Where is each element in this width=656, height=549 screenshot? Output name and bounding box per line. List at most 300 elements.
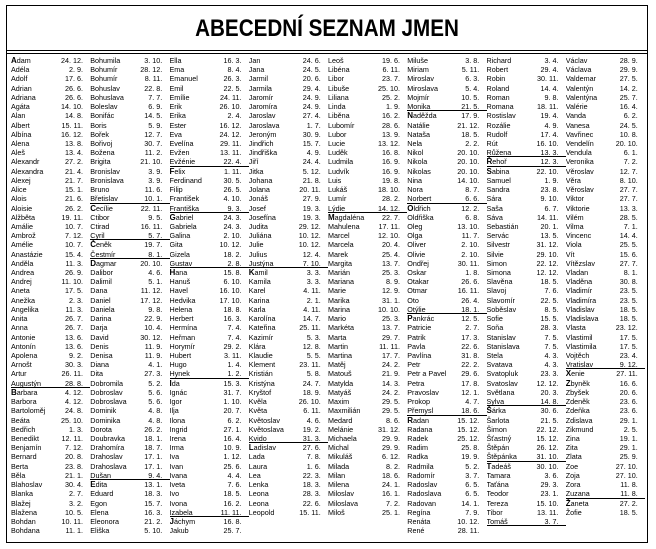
entry-name-rest: da (171, 378, 180, 388)
entry-name: Rostislav (486, 111, 516, 121)
entry-date: 20. 11. (299, 185, 321, 195)
entry-date: 1. 3. (69, 424, 83, 434)
name-entry (566, 65, 645, 74)
entry-name: Štěpánka (486, 452, 517, 461)
entry-name: Boleslav (90, 102, 118, 112)
entry-date: 21. 4. (65, 166, 83, 176)
name-column-7 (487, 56, 566, 540)
entry-name: Petr a Pavel (407, 369, 447, 379)
entry-date: 8. 1. (148, 249, 163, 259)
entry-date: 29. 9. (382, 443, 400, 453)
entry-name: Emílie (169, 92, 190, 102)
name-entry (407, 74, 486, 83)
entry-date: 2. 4. (227, 111, 242, 121)
entry-name: Zora (565, 480, 581, 490)
entry-name-rest: adislav (253, 443, 277, 453)
entry-date: 24. 2. (382, 387, 400, 397)
entry-date: 27. 9. (302, 194, 321, 204)
name-entry (328, 222, 407, 231)
entry-date: 5. 3. (306, 332, 321, 342)
entry-name (170, 167, 218, 176)
entry-date: 6. 8. (465, 212, 480, 222)
entry-date: 18. 1. (461, 304, 480, 314)
entry-name (11, 388, 59, 397)
name-entry (90, 443, 169, 452)
entry-date: 12. 9. (382, 286, 400, 296)
entry-date: 13. 5. (540, 231, 559, 241)
name-entry (170, 111, 249, 120)
name-entry (328, 56, 407, 65)
entry-date: 25. 5. (619, 240, 638, 250)
entry-date: 4. 12. (65, 387, 83, 397)
entry-date: 7. 1. (623, 221, 638, 231)
entry-date: 24. 2. (382, 360, 400, 370)
entry-date: 29. 4. (302, 83, 321, 93)
entry-date: 23. 8. (540, 185, 559, 195)
entry-date: 1. 8. (465, 268, 480, 278)
name-entry (487, 240, 566, 249)
entry-date: 16. 11. (457, 286, 480, 296)
name-entry (90, 111, 169, 120)
name-entry (170, 130, 249, 139)
entry-date: 7. 5. (544, 341, 559, 351)
entry-name: Pavlína (407, 351, 432, 360)
entry-name: Laura (248, 461, 268, 471)
name-entry (170, 434, 249, 443)
entry-name: Viola (565, 240, 582, 250)
entry-date: 4. 9. (544, 120, 559, 130)
entry-name: Mahulena (328, 221, 360, 231)
name-entry (487, 176, 566, 185)
entry-name (249, 268, 297, 277)
name-entry (407, 204, 486, 213)
entry-initial: P (407, 314, 413, 324)
entry-date: 26. 2. (65, 203, 83, 213)
entry-name: Zita (565, 443, 578, 453)
entry-name (90, 259, 138, 268)
entry-name: Martin (328, 341, 348, 351)
name-entry (487, 342, 566, 351)
entry-date: 10. 12. (457, 516, 480, 526)
entry-date: 25. 2. (382, 92, 400, 102)
entry-date: 23. 12. (615, 323, 638, 333)
entry-initial: Ž (565, 498, 571, 508)
name-entry (11, 121, 90, 130)
entry-name: Eleonora (90, 516, 120, 526)
name-entry (11, 213, 90, 222)
entry-date: 15. 4. (65, 249, 83, 259)
entry-name: Lýdie (328, 203, 346, 212)
entry-date: 27. 7. (619, 258, 638, 268)
entry-name: Erika (169, 111, 186, 121)
entry-date: 5. 9. (148, 120, 163, 130)
entry-date: 14. 8. (540, 397, 559, 407)
entry-name: Lubor (328, 129, 347, 139)
entry-name: Jindřiška (248, 148, 278, 158)
entry-name (90, 240, 138, 249)
name-entry (249, 333, 328, 342)
entry-date: 5. 2. (148, 378, 163, 388)
entry-date: 17. 5. (619, 341, 638, 351)
entry-name: Margita (328, 258, 352, 268)
entry-date: 6. 11. (303, 406, 321, 416)
entry-date: 11. 10. (61, 277, 83, 287)
entry-date: 15. 11. (299, 507, 321, 517)
entry-date: 12. 5. (461, 314, 480, 324)
entry-name: Zina (565, 433, 580, 443)
entry-date: 10. 7. (65, 221, 83, 231)
entry-name: Natálie (407, 120, 430, 130)
entry-date: 16. 9. (382, 166, 400, 176)
name-entry (90, 268, 169, 277)
entry-date: 12. 8. (302, 341, 321, 351)
entry-name: Marcel (328, 231, 350, 241)
entry-initial: A (11, 56, 17, 65)
name-entry (11, 406, 90, 415)
entry-name: Kazimír (248, 332, 274, 342)
entry-name: Kamila (248, 277, 271, 287)
name-entry (487, 369, 566, 378)
name-entry (487, 508, 566, 517)
name-column-1 (11, 56, 90, 540)
entry-initial: H (169, 268, 176, 278)
name-entry (407, 240, 486, 249)
entry-name: Anastázie (11, 249, 43, 259)
name-entry (407, 462, 486, 471)
entry-date: 1. 9. (386, 102, 400, 112)
name-entry (249, 489, 328, 498)
entry-date: 31. 10. (536, 452, 559, 462)
entry-name: Adrian (11, 83, 32, 93)
entry-name: Zdeňka (565, 406, 590, 416)
entry-date: 3. 7. (465, 470, 480, 480)
entry-name: Vendelín (565, 138, 594, 148)
entry-date: 29. 2. (223, 341, 242, 351)
entry-name: Slavoj (486, 286, 507, 296)
entry-name: Ambrož (11, 231, 36, 241)
name-entry (407, 397, 486, 406)
name-entry (249, 471, 328, 480)
name-entry (487, 388, 566, 397)
entry-name: Bohumír (90, 74, 118, 84)
name-entry (487, 296, 566, 305)
entry-date: 14. 1. (461, 498, 480, 508)
entry-name: Taťána (486, 480, 509, 490)
name-entry (328, 369, 407, 378)
entry-date: 9. 10. (540, 194, 559, 204)
entry-date: 16. 8. (382, 148, 400, 158)
entry-name: Nikolas (407, 166, 431, 176)
name-entry (90, 130, 169, 139)
entry-date: 20. 4. (382, 240, 400, 250)
entry-name: Evžen (169, 148, 190, 158)
entry-date: 25. 9. (619, 452, 638, 462)
entry-date: 17. 1. (144, 452, 163, 462)
entry-date: 30. 10. (536, 461, 559, 471)
entry-name: Galina (169, 231, 191, 241)
name-entry (328, 148, 407, 157)
entry-date: 6. 10. (223, 277, 242, 287)
entry-name: Helena (169, 304, 193, 314)
entry-date: 6. 9. (148, 102, 163, 112)
name-entry (566, 508, 645, 517)
entry-name: Valentýna (565, 92, 598, 102)
entry-date: 14. 5. (144, 111, 163, 121)
entry-name: Marika (328, 295, 350, 305)
name-entry (566, 452, 645, 461)
entry-name: Radovan (407, 498, 437, 508)
name-column-2 (90, 56, 169, 540)
entry-date: 27. 2. (65, 157, 83, 167)
name-entry (170, 452, 249, 461)
entry-name: Otakar (407, 277, 429, 287)
entry-name: Liliana (328, 92, 349, 102)
entry-initial: X (565, 369, 572, 379)
entry-name: Adriana (11, 92, 36, 102)
entry-date: 23. 5. (619, 295, 638, 305)
name-entry (11, 379, 90, 388)
entry-initial: Ř (486, 157, 493, 166)
name-entry (407, 443, 486, 452)
entry-name: Oldřiška (407, 212, 434, 222)
name-entry (11, 342, 90, 351)
name-entry (170, 526, 249, 535)
entry-date: 28. 12. (140, 65, 163, 75)
entry-date: 20. 6. (302, 74, 321, 84)
entry-name: Linda (328, 102, 346, 112)
entry-name: Břetislav (90, 194, 118, 203)
name-entry (90, 425, 169, 434)
entry-date: 30. 6. (540, 406, 559, 416)
name-entry (11, 102, 90, 111)
name-entry (407, 185, 486, 194)
entry-name: Ludvík (328, 166, 350, 176)
name-entry (249, 157, 328, 166)
entry-name: Miroslava (407, 83, 439, 93)
entry-date: 26. 6. (65, 92, 83, 102)
entry-date: 24. 12. (219, 129, 242, 139)
entry-initial: L (248, 443, 254, 453)
name-entry (11, 250, 90, 259)
entry-date: 4. 11. (303, 286, 321, 296)
entry-name: Daniel (90, 295, 111, 305)
entry-date: 27. 10. (615, 470, 638, 480)
entry-date: 23. 7. (382, 74, 400, 84)
entry-date: 25. 10. (61, 415, 83, 425)
entry-date: 4. 6. (148, 268, 163, 278)
entry-name (407, 314, 455, 323)
name-entry (90, 369, 169, 378)
entry-name: Hedvika (169, 295, 196, 305)
name-entry (487, 194, 566, 203)
name-entry (566, 204, 645, 213)
entry-name: Kvěla (248, 397, 267, 407)
entry-initial: G (169, 212, 176, 222)
name-entry (170, 369, 249, 378)
entry-name: Nikola (407, 157, 428, 167)
name-entry (90, 452, 169, 461)
entry-name: René (407, 526, 425, 536)
name-entry (566, 148, 645, 157)
name-entry (90, 56, 169, 65)
entry-date: 8. 9. (386, 277, 400, 287)
entry-date: 20. 1. (540, 221, 559, 231)
name-entry (566, 56, 645, 65)
name-entry (170, 176, 249, 185)
entry-date: 23. 6. (619, 397, 638, 407)
name-entry (11, 84, 90, 93)
entry-name: Jiří (248, 157, 259, 167)
entry-name: Bohuslava (90, 92, 124, 102)
entry-date: 29. 11. (220, 138, 242, 148)
entry-date: 3. 7. (544, 516, 559, 526)
entry-name: Blanka (11, 489, 33, 499)
entry-date: 11. 1. (65, 526, 83, 536)
entry-date: 22. 10. (536, 166, 559, 176)
entry-date: 9. 12. (619, 360, 638, 370)
entry-name: Otmar (407, 286, 428, 296)
entry-date: 19. 7. (144, 240, 163, 250)
entry-name: Maxim (328, 397, 350, 407)
name-entry (170, 480, 249, 489)
entry-date: 12. 3. (540, 157, 559, 167)
name-entry (170, 56, 249, 65)
entry-date: 13. 9. (382, 129, 400, 139)
entry-name: Teodor (486, 489, 509, 499)
entry-name: Anděla (11, 258, 34, 268)
entry-name: Bořek (90, 129, 110, 139)
name-entry (249, 388, 328, 397)
entry-name: Radoslava (407, 489, 442, 499)
name-entry (328, 462, 407, 471)
entry-date: 11. 6. (144, 185, 163, 195)
entry-name: Vanesa (565, 120, 590, 130)
name-entry (170, 286, 249, 295)
entry-date: 5. 12. (302, 166, 321, 176)
entry-date: 2. 10. (223, 231, 242, 241)
entry-date: 6. 6. (465, 194, 480, 204)
name-entry (11, 148, 90, 157)
entry-date: 8. 7. (465, 185, 480, 195)
name-entry (90, 342, 169, 351)
entry-date: 22. 5. (223, 83, 242, 93)
name-entry (170, 185, 249, 194)
entry-name: Eduard (90, 489, 114, 499)
name-entry (170, 342, 249, 351)
name-entry (328, 176, 407, 185)
name-entry (328, 296, 407, 305)
entry-date: 17. 3. (461, 332, 480, 342)
name-entry (249, 406, 328, 415)
name-entry (249, 148, 328, 157)
entry-name: Herbert (169, 314, 194, 324)
entry-name: Bedřich (11, 424, 36, 434)
entry-date: 25. 6. (223, 461, 242, 471)
entry-initial: C (90, 203, 97, 213)
name-entry (249, 277, 328, 286)
entry-name: Egon (90, 498, 108, 508)
name-entry (566, 268, 645, 277)
entry-name-rest: byněk (570, 378, 590, 388)
name-entry (566, 194, 645, 203)
entry-name: Ludmila (328, 157, 354, 167)
entry-initial: E (90, 480, 96, 490)
entry-name-rest: adan (413, 415, 430, 425)
entry-date: 1. 11. (224, 166, 242, 176)
name-entry (566, 259, 645, 268)
entry-name: Daniela (90, 304, 115, 314)
name-entry (328, 489, 407, 498)
entry-name: Gustav (169, 258, 193, 268)
entry-name: Hermína (169, 323, 198, 333)
name-entry (407, 139, 486, 148)
entry-name (407, 204, 455, 213)
name-entry (11, 259, 90, 268)
name-entry (90, 194, 169, 203)
name-entry (249, 369, 328, 378)
entry-name: Darina (90, 314, 112, 324)
entry-date: 2. 8. (227, 258, 242, 268)
entry-name: Emanuel (169, 74, 198, 84)
entry-date: 2. 10. (461, 249, 480, 259)
entry-name: Václav (565, 56, 588, 65)
entry-name: Robin (486, 74, 506, 84)
entry-name: Amélie (11, 240, 33, 250)
name-entry (90, 139, 169, 148)
page-title: ABECEDNÍ SEZNAM JMEN (195, 15, 459, 42)
entry-date: 10. 12. (298, 240, 321, 250)
name-entry (487, 434, 566, 443)
entry-date: 15. 12. (457, 424, 480, 434)
entry-name: Vít (565, 249, 575, 259)
name-entry (328, 471, 407, 480)
name-entry (487, 268, 566, 277)
entry-date: 17. 10. (219, 295, 242, 305)
entry-date: 21. 2. (144, 516, 163, 526)
entry-name: Miloš (328, 507, 345, 517)
name-entry (566, 489, 645, 498)
name-entry (566, 388, 645, 397)
entry-name: Agáta (11, 102, 30, 112)
entry-date: 24. 5. (619, 120, 638, 130)
name-entry (407, 213, 486, 222)
entry-name: Ivan (169, 461, 184, 471)
entry-name-rest: agdaléna (334, 212, 365, 222)
entry-name: Dorota (90, 424, 112, 434)
entry-name: Andrea (11, 268, 35, 278)
entry-name: František (169, 194, 200, 204)
name-entry (170, 351, 249, 360)
entry-date: 19. 9. (461, 452, 480, 462)
entry-name: Prokop (407, 397, 431, 407)
name-entry (407, 508, 486, 517)
entry-name: Blažena (11, 507, 37, 517)
name-entry (407, 194, 486, 203)
entry-name: Miloslava (328, 498, 358, 508)
entry-name: Samuel (486, 175, 511, 185)
name-entry (407, 489, 486, 498)
entry-name: Václava (565, 65, 592, 75)
name-entry (11, 93, 90, 102)
name-entry (566, 406, 645, 415)
entry-name: Elena (90, 507, 109, 517)
entry-date: 5. 8. (306, 369, 321, 379)
entry-name: Bernard (11, 452, 37, 462)
entry-date: 18. 5. (540, 277, 559, 287)
name-entry (328, 139, 407, 148)
name-entry (487, 157, 566, 166)
entry-name: Milada (328, 461, 350, 471)
